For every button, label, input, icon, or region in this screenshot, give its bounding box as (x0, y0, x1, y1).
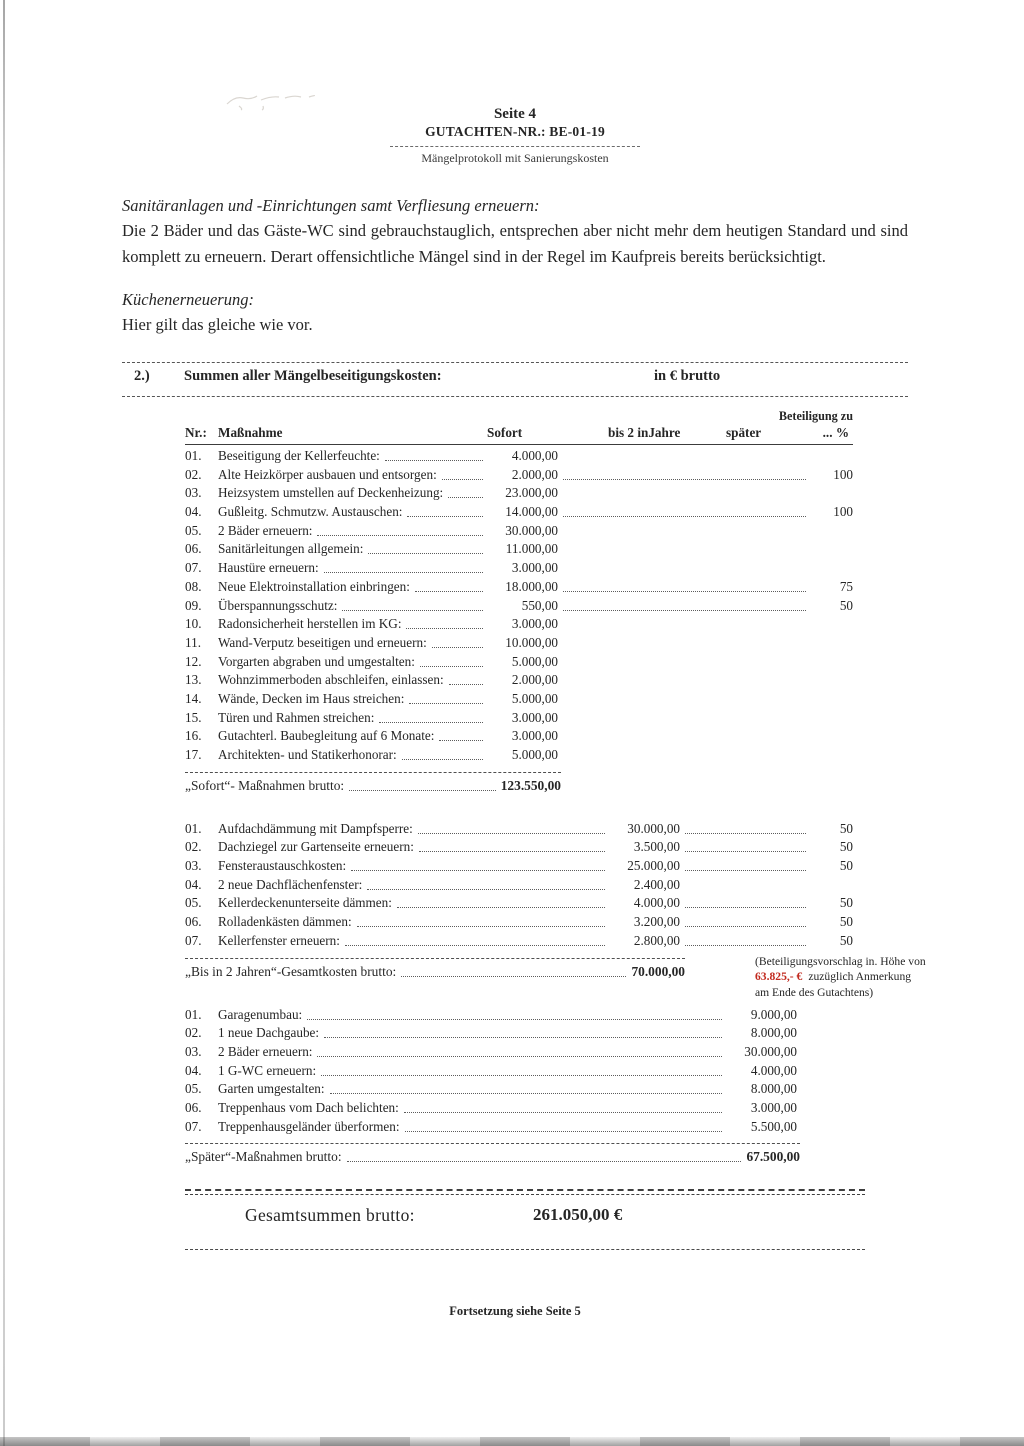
dotted-leader (379, 710, 483, 723)
row-number: 10. (185, 616, 202, 632)
dotted-leader (409, 691, 483, 704)
row-main (218, 821, 680, 837)
cost-value: 30.000,00 (627, 820, 680, 836)
col-header-sofort: Sofort (487, 425, 523, 440)
col-header-nr: Nr.: (185, 425, 207, 440)
row-main (218, 1100, 797, 1116)
measure-label: Aufdachdämmung mit Dampfsperre: (218, 820, 413, 836)
measure-label: 1 neue Dachgaube: (218, 1025, 320, 1041)
measure-label: Neue Elektroinstallation einbringen: (218, 578, 410, 594)
participation-note-line3: am Ende des Gutachtens) (755, 985, 874, 999)
cost-value: 5.000,00 (511, 747, 558, 762)
cost-value: 4.000,00 (633, 895, 680, 911)
row-main (218, 1063, 797, 1079)
dotted-leader (419, 839, 605, 852)
sofort-rows (185, 448, 853, 766)
col-header-spaeter: später (726, 425, 762, 440)
dotted-leader (347, 1149, 742, 1162)
report-number: GUTACHTEN-NR.: BE-01-19 (425, 124, 605, 139)
measure-label: Türen und Rahmen streichen: (218, 709, 375, 725)
cost-value: 5.000,00 (511, 653, 558, 669)
row-number: 03. (185, 858, 202, 874)
cost-value: 4.000,00 (750, 1062, 797, 1078)
row-number: 13. (185, 672, 202, 688)
measure-label: Dachziegel zur Gartenseite erneuern: (218, 839, 414, 855)
row-main (218, 691, 558, 707)
bis2-total-value: 70.000,00 (631, 963, 685, 979)
measure-label: Wand-Verputz beseitigen und erneuern: (218, 634, 427, 650)
participation-percent: 50 (839, 839, 853, 855)
measure-label: Kellerfenster erneuern: (218, 932, 340, 948)
dotted-leader (563, 504, 806, 517)
row-main (218, 1119, 797, 1135)
dotted-leader (345, 933, 605, 946)
row-tail (558, 504, 853, 520)
summary-title: Summen aller Mängelbeseitigungskosten: (184, 368, 442, 384)
row-main (218, 877, 680, 893)
cost-value: 8.000,00 (750, 1081, 797, 1097)
dotted-leader (324, 1025, 722, 1038)
dotted-leader (402, 747, 483, 760)
table-row (185, 541, 853, 560)
participation-percent: 50 (839, 820, 853, 836)
row-tail (680, 914, 853, 930)
document-content (122, 105, 926, 1319)
participation-note-line1: (Beteiligungsvorschlag in. Höhe von (755, 954, 926, 968)
dotted-leader (406, 616, 483, 629)
summary-divider-top (122, 362, 908, 363)
participation-percent: 100 (833, 466, 853, 482)
row-number: 03. (185, 1043, 202, 1059)
row-main (218, 616, 558, 632)
row-number: 09. (185, 597, 202, 613)
row-main (218, 914, 680, 930)
dotted-leader (418, 821, 605, 834)
table-row (185, 672, 853, 691)
dotted-leader (397, 895, 605, 908)
table-row (185, 1119, 853, 1138)
cost-value: 2.400,00 (633, 876, 680, 892)
participation-amount: 63.825,- € (755, 970, 803, 983)
table-row (185, 448, 853, 467)
table-row (185, 485, 853, 504)
bis2-total-zone (185, 954, 926, 999)
row-main (218, 654, 558, 670)
scan-edge-artifact (3, 0, 5, 1446)
table-row (185, 523, 853, 542)
dotted-leader (685, 895, 806, 908)
sofort-total-row (185, 778, 561, 794)
measure-label: Alte Heizkörper ausbauen und entsorgen: (218, 466, 437, 482)
table-row (185, 616, 853, 635)
row-number: 11. (185, 634, 201, 650)
measure-label: Architekten- und Statikerhonorar: (218, 747, 397, 762)
participation-percent: 50 (839, 914, 853, 930)
table-row (185, 467, 853, 486)
spaeter-total-divider (185, 1143, 800, 1144)
dotted-leader (342, 598, 483, 611)
measure-label: Beseitigung der Kellerfeuchte: (218, 448, 380, 463)
participation-percent: 50 (839, 858, 853, 874)
cost-value: 2.000,00 (511, 672, 558, 688)
grand-total-divider-top (185, 1189, 865, 1195)
table-row (185, 747, 853, 766)
row-main (218, 858, 680, 874)
section-heading-kueche: Küchenerneuerung: (122, 290, 254, 309)
row-main (218, 1081, 797, 1097)
cost-value: 30.000,00 (744, 1043, 797, 1059)
dotted-leader (415, 579, 483, 592)
cost-value: 3.000,00 (511, 728, 558, 744)
spacer (185, 794, 853, 818)
table-row (185, 1063, 853, 1082)
dotted-leader (405, 1119, 722, 1132)
spaeter-total-value: 67.500,00 (746, 1149, 800, 1165)
measure-label: 2 neue Dachflächenfenster: (218, 876, 363, 892)
dotted-leader (448, 485, 483, 498)
measure-label: Fensteraustauschkosten: (218, 858, 347, 874)
table-row (185, 635, 853, 654)
row-tail (558, 598, 853, 614)
sofort-total-label: „Sofort“- Maßnahmen brutto: (185, 777, 345, 793)
spacer (185, 980, 853, 1004)
row-main (218, 579, 558, 595)
dotted-leader (367, 877, 605, 890)
dotted-leader (420, 654, 483, 667)
row-tail (680, 839, 853, 855)
measure-label: Treppenhaus vom Dach belichten: (218, 1099, 399, 1115)
document-subtitle: Mängelprotokoll mit Sanierungskosten (421, 151, 609, 165)
row-number: 04. (185, 876, 202, 892)
row-main (218, 598, 558, 614)
row-main (218, 541, 558, 557)
table-row (185, 1044, 853, 1063)
row-main (218, 448, 558, 464)
dotted-leader (439, 728, 483, 741)
measure-label: Wände, Decken im Haus streichen: (218, 690, 405, 706)
bis2-total-label: „Bis in 2 Jahren“-Gesamtkosten brutto: (185, 963, 397, 979)
dotted-leader (685, 933, 806, 946)
dotted-leader (685, 858, 806, 871)
row-number: 02. (185, 839, 202, 855)
section-heading-sanitaer: Sanitäranlagen und -Einrichtungen samt Verfliesung erneuern: (122, 196, 540, 215)
row-main (218, 933, 680, 949)
participation-percent: 50 (839, 895, 853, 911)
dotted-leader (685, 914, 806, 927)
spaeter-total-row (185, 1149, 800, 1165)
table-row (185, 560, 853, 579)
dotted-leader (407, 504, 483, 517)
summary-index: 2.) (134, 368, 150, 384)
participation-percent: 50 (839, 932, 853, 948)
table-row (185, 598, 853, 617)
spaeter-rows (185, 1007, 853, 1138)
row-number: 03. (185, 485, 202, 501)
row-number: 01. (185, 448, 202, 463)
table-row (185, 1100, 853, 1119)
row-number: 05. (185, 1081, 202, 1097)
cost-value: 3.200,00 (633, 914, 680, 930)
row-number: 08. (185, 578, 202, 594)
participation-percent: 75 (839, 578, 853, 594)
page-number-label: Seite 4 (493, 106, 537, 122)
row-number: 14. (185, 690, 202, 706)
section-body-sanitaer: Die 2 Bäder und das Gäste-WC sind gebrauchstauglich, entsprechen aber nicht mehr dem heutigen Standard und sind komplett zu erneuern. Derart offensichtliche Mängel sind in der Regel im Kaufpreis bereits berücksichtigt. (122, 221, 908, 266)
table-row (185, 858, 853, 877)
dotted-leader (349, 778, 496, 791)
cost-value: 3.500,00 (633, 839, 680, 855)
dotted-leader (685, 839, 806, 852)
summary-section (122, 362, 908, 397)
cost-value: 25.000,00 (627, 858, 680, 874)
row-number: 06. (185, 914, 202, 930)
col-header-bis2jahre: bis 2 inJahre (608, 425, 681, 440)
row-main (218, 523, 558, 539)
row-main (218, 747, 558, 763)
cost-value: 4.000,00 (511, 448, 558, 463)
measure-label: Überspannungsschutz: (218, 597, 338, 613)
dotted-leader (368, 541, 483, 554)
row-number: 06. (185, 541, 202, 557)
cost-value: 3.000,00 (511, 616, 558, 632)
row-number: 04. (185, 1062, 202, 1078)
row-number: 05. (185, 895, 202, 911)
measure-label: Sanitärleitungen allgemein: (218, 541, 364, 557)
measure-label: Treppenhausgeländer überformen: (218, 1118, 400, 1134)
row-tail (680, 895, 853, 911)
bis2jahre-rows (185, 821, 853, 952)
dotted-leader (563, 598, 806, 611)
table-row (185, 895, 853, 914)
dotted-leader (357, 914, 605, 927)
sofort-total-divider (185, 772, 561, 773)
continuation-footer: Fortsetzung siehe Seite 5 (449, 1304, 581, 1319)
dotted-leader (324, 560, 483, 573)
table-row (185, 1081, 853, 1100)
row-main (218, 1025, 797, 1041)
measure-label: Garagenumbau: (218, 1006, 303, 1022)
dotted-leader (330, 1081, 722, 1094)
header-divider (390, 146, 640, 147)
grand-total-row (185, 1205, 853, 1237)
col-header-measure: Maßnahme (218, 425, 283, 440)
summary-divider-bottom (122, 396, 908, 397)
dotted-leader (563, 467, 806, 480)
row-main (218, 710, 558, 726)
cost-value: 9.000,00 (750, 1006, 797, 1022)
row-number: 01. (185, 820, 202, 836)
row-number: 04. (185, 504, 202, 520)
row-main (218, 467, 558, 483)
cost-value: 10.000,00 (505, 634, 558, 650)
measure-label: Gußleitg. Schmutzw. Austauschen: (218, 504, 403, 520)
cost-value: 14.000,00 (505, 504, 558, 520)
row-number: 02. (185, 466, 202, 482)
cost-value: 5.500,00 (750, 1118, 797, 1134)
table-row (185, 1025, 853, 1044)
table-row (185, 1007, 853, 1026)
row-main (218, 895, 680, 911)
row-main (218, 672, 558, 688)
cost-value: 8.000,00 (750, 1025, 797, 1041)
sofort-total-value: 123.550,00 (500, 777, 561, 793)
dotted-leader (563, 579, 806, 592)
table-row (185, 914, 853, 933)
summary-title-row (122, 368, 908, 394)
row-number: 02. (185, 1025, 202, 1041)
dotted-leader (432, 635, 483, 648)
section-body-kueche: Hier gilt das gleiche wie vor. (122, 315, 313, 334)
table-row (185, 821, 853, 840)
row-number: 16. (185, 728, 202, 744)
participation-note (755, 954, 980, 1001)
row-number: 07. (185, 560, 202, 576)
table-row (185, 504, 853, 523)
row-main (218, 728, 558, 744)
cost-value: 11.000,00 (505, 541, 558, 557)
row-number: 17. (185, 747, 202, 762)
measure-label: Rolladenkästen dämmen: (218, 914, 352, 930)
dotted-leader (317, 523, 483, 536)
measure-label: 2 Bäder erneuern: (218, 1043, 313, 1059)
measure-label: Gutachterl. Baubegleitung auf 6 Monate: (218, 728, 435, 744)
measure-label: Wohnzimmerboden abschleifen, einlassen: (218, 672, 444, 688)
grand-total-divider-bottom (185, 1249, 865, 1250)
row-tail (680, 821, 853, 837)
cost-value: 23.000,00 (505, 485, 558, 501)
row-main (218, 1007, 797, 1023)
measure-label: Garten umgestalten: (218, 1081, 325, 1097)
scan-bottom-artifact (0, 1437, 1024, 1446)
bis2-total-row (185, 964, 685, 980)
row-number: 05. (185, 522, 202, 538)
row-tail (558, 579, 853, 595)
table-row (185, 579, 853, 598)
row-number: 15. (185, 709, 202, 725)
grand-total-label: Gesamtsummen brutto: (245, 1205, 415, 1226)
cost-table (185, 409, 926, 1250)
row-tail (680, 858, 853, 874)
grand-total-value: 261.050,00 € (533, 1205, 623, 1225)
participation-note-line2: zuzüglich Anmerkung (808, 970, 912, 983)
measure-label: 1 G-WC erneuern: (218, 1062, 317, 1078)
row-main (218, 635, 558, 651)
cost-value: 3.000,00 (511, 709, 558, 725)
dotted-leader (401, 964, 626, 977)
dotted-leader (385, 448, 483, 461)
cost-value: 2.800,00 (633, 932, 680, 948)
row-number: 01. (185, 1006, 202, 1022)
summary-unit: in € brutto (654, 368, 721, 384)
table-header-row (185, 425, 853, 445)
dotted-leader (317, 1044, 722, 1057)
measure-label: Radonsicherheit herstellen im KG: (218, 616, 402, 632)
dotted-leader (351, 858, 605, 871)
dotted-leader (685, 821, 806, 834)
dotted-leader (307, 1007, 722, 1020)
participation-percent: 50 (839, 597, 853, 613)
row-number: 07. (185, 1118, 202, 1134)
row-main (218, 560, 558, 576)
row-number: 07. (185, 932, 202, 948)
row-main (218, 504, 558, 520)
cost-value: 2.000,00 (511, 466, 558, 482)
bis2-total-divider (185, 958, 685, 959)
measure-label: Vorgarten abgraben und umgestalten: (218, 653, 415, 669)
cost-value: 5.000,00 (511, 690, 558, 706)
row-tail (558, 467, 853, 483)
row-number: 06. (185, 1099, 202, 1115)
table-row (185, 877, 853, 896)
dotted-leader (449, 672, 483, 685)
table-row (185, 654, 853, 673)
row-number: 12. (185, 653, 202, 669)
dotted-leader (404, 1100, 722, 1113)
measure-label: Heizsystem umstellen auf Deckenheizung: (218, 485, 444, 501)
cost-value: 3.000,00 (511, 560, 558, 576)
spaeter-total-label: „Später“-Maßnahmen brutto: (185, 1149, 342, 1165)
table-row (185, 728, 853, 747)
cost-value: 18.000,00 (505, 578, 558, 594)
measure-label: 2 Bäder erneuern: (218, 522, 313, 538)
dotted-leader (442, 467, 483, 480)
cost-value: 550,00 (521, 597, 558, 613)
participation-percent: 100 (833, 504, 853, 520)
row-main (218, 485, 558, 501)
cost-value: 3.000,00 (750, 1099, 797, 1115)
row-tail (680, 933, 853, 949)
cost-value: 30.000,00 (505, 522, 558, 538)
table-row (185, 710, 853, 729)
col-header-percent: ... % (822, 425, 849, 440)
row-main (218, 1044, 797, 1060)
row-main (218, 839, 680, 855)
document-header (122, 105, 908, 166)
participation-column-header: Beteiligung zu (778, 409, 853, 423)
dotted-leader (321, 1063, 722, 1076)
table-row (185, 933, 853, 952)
measure-label: Kellerdeckenunterseite dämmen: (218, 895, 392, 911)
table-row (185, 691, 853, 710)
measure-label: Haustüre erneuern: (218, 560, 319, 576)
table-row (185, 839, 853, 858)
